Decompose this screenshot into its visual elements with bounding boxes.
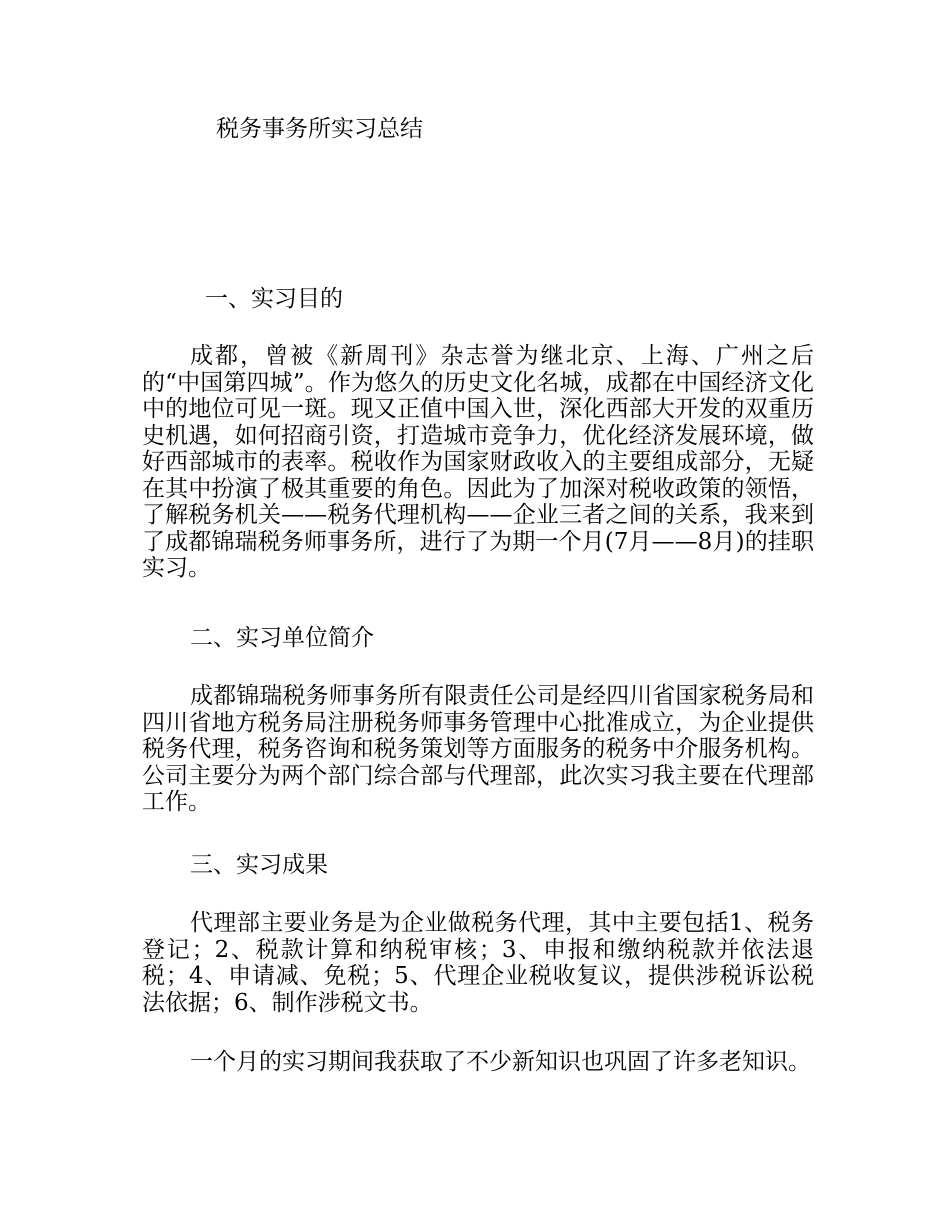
paragraph-results-summary: 一个月的实习期间我获取了不少新知识也巩固了许多老知识。 <box>190 1049 811 1075</box>
paragraph-results-business: 代理部主要业务是为企业做税务代理，其中主要包括1、税务登记；2、税款计算和纳税审核；3、申报和缴纳税款并依法退税；4、申请减、免税；5、代理企业税收复议，提供涉税诉讼税法依据；6、制作涉税文书。 <box>142 910 814 1016</box>
section-heading-purpose: 一、实习目的 <box>205 286 343 312</box>
paragraph-unit-intro: 成都锦瑞税务师事务所有限责任公司是经四川省国家税务局和四川省地方税务局注册税务师事务管理中心批准成立，为企业提供税务代理，税务咨询和税务策划等方面服务的税务中介服务机构。公司主要分为两个部门综合部与代理部，此次实习我主要在代理部工作。 <box>142 683 814 815</box>
paragraph-purpose: 成都，曾被《新周刊》杂志誉为继北京、上海、广州之后的“中国第四城”。作为悠久的历史文化名城，成都在中国经济文化中的地位可见一斑。现又正值中国入世，深化西部大开发的双重历史机遇，如何招商引资，打造城市竞争力，优化经济发展环境，做好西部城市的表率。税收作为国家财政收入的主要组成部分，无疑在其中扮演了极其重要的角色。因此为了加深对税收政策的领悟，了解税务机关——税务代理机构——企业三者之间的关系，我来到了成都锦瑞税务师事务所，进行了为期一个月(7月——8月)的挂职实习。 <box>142 343 814 581</box>
document-title: 税务事务所实习总结 <box>216 116 423 142</box>
section-heading-results: 三、实习成果 <box>190 852 328 878</box>
section-heading-unit-intro: 二、实习单位简介 <box>190 625 374 651</box>
